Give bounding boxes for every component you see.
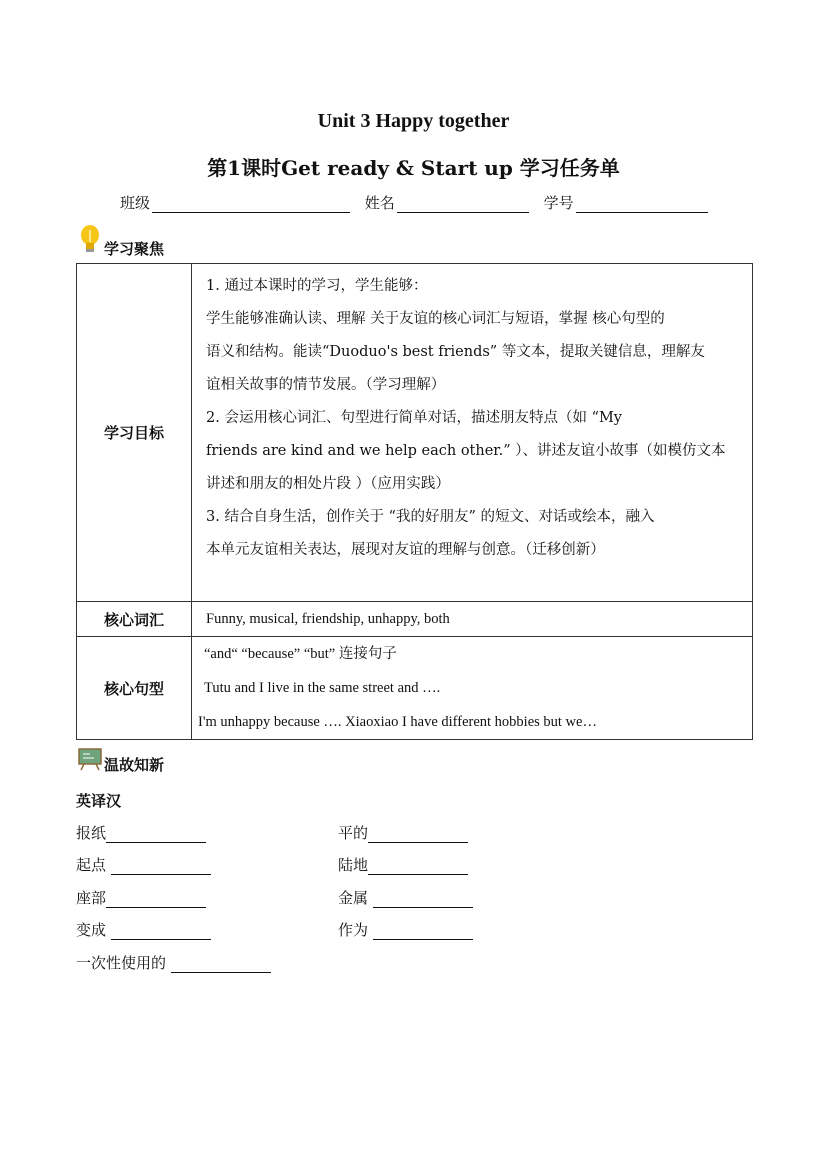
row-label: 学习目标 bbox=[77, 264, 192, 602]
number-blank[interactable] bbox=[576, 194, 708, 213]
number-label: 学号 bbox=[543, 194, 574, 212]
name-blank[interactable] bbox=[397, 194, 529, 213]
table-row bbox=[77, 602, 753, 637]
focus-heading: 学习聚焦 bbox=[104, 239, 165, 258]
answer-blank[interactable] bbox=[373, 891, 473, 908]
class-blank[interactable] bbox=[152, 194, 350, 213]
vocab-item: 座部 bbox=[76, 887, 206, 908]
page-title: Unit 3 Happy together bbox=[317, 110, 510, 132]
answer-blank[interactable] bbox=[106, 826, 206, 843]
answer-blank[interactable] bbox=[106, 891, 206, 908]
class-label: 班级 bbox=[120, 194, 151, 212]
objective-line: 本单元友谊相关表达，展现对友谊的理解与创意。（迁移创新） bbox=[206, 542, 605, 558]
translation-subheading: 英译汉 bbox=[76, 792, 122, 810]
vocab-item: 起点 bbox=[76, 854, 211, 875]
vocab-item: 报纸 bbox=[76, 822, 206, 843]
vocab-item: 金属 bbox=[338, 887, 473, 908]
answer-blank[interactable] bbox=[368, 858, 468, 875]
review-section-heading bbox=[78, 746, 164, 775]
row-label: 核心句型 bbox=[77, 637, 192, 740]
objective-line: 讲述和朋友的相处片段 ）（应用实践） bbox=[206, 476, 450, 492]
answer-blank[interactable] bbox=[111, 858, 211, 875]
table-row bbox=[77, 637, 753, 740]
row-label: 核心词汇 bbox=[77, 602, 192, 637]
objective-line: 1. 通过本课时的学习，学生能够： bbox=[206, 278, 428, 294]
objective-line: 语义和结构。能读“Duoduo's best friends” 等文本，提取关键信息，理解友 bbox=[206, 344, 705, 360]
review-heading: 温故知新 bbox=[104, 756, 165, 774]
sentence-line: Tutu and I live in the same street and …. bbox=[204, 680, 441, 696]
focus-section-heading bbox=[78, 224, 164, 260]
objective-line: 谊相关故事的情节发展。（学习理解） bbox=[206, 377, 446, 393]
answer-blank[interactable] bbox=[111, 923, 211, 940]
objective-line: friends are kind and we help each other.” ）、讲述友谊小故事（如模仿文本 bbox=[206, 443, 726, 459]
focus-table bbox=[76, 263, 753, 740]
sentence-line: “and“ “because” “but” 连接句子 bbox=[204, 646, 397, 662]
answer-blank[interactable] bbox=[171, 956, 271, 973]
vocab-item: 平的 bbox=[338, 822, 468, 843]
objective-line: 学生能够准确认读、理解 关于友谊的核心词汇与短语，掌握 核心句型的 bbox=[206, 311, 665, 327]
student-info bbox=[120, 192, 718, 213]
table-row bbox=[77, 264, 753, 602]
vocab-line: Funny, musical, friendship, unhappy, both bbox=[206, 610, 450, 627]
vocab-item: 作为 bbox=[338, 919, 473, 940]
answer-blank[interactable] bbox=[368, 826, 468, 843]
name-label: 姓名 bbox=[364, 194, 395, 212]
sentence-line: I'm unhappy because …. Xiaoxiao I have different hobbies but we… bbox=[198, 714, 597, 730]
page-subtitle: 第1课时Get ready & Start up 学习任务单 bbox=[207, 156, 620, 180]
objective-line: 2. 会运用核心词汇、句型进行简单对话，描述朋友特点（如 “My bbox=[206, 410, 623, 426]
lightbulb-icon bbox=[78, 224, 102, 260]
answer-blank[interactable] bbox=[373, 923, 473, 940]
vocab-item: 一次性使用的 bbox=[76, 952, 271, 973]
row-content bbox=[192, 264, 753, 602]
vocab-item: 陆地 bbox=[338, 854, 468, 875]
blackboard-icon bbox=[78, 747, 102, 775]
row-content bbox=[192, 602, 753, 637]
row-content bbox=[192, 637, 753, 740]
vocab-item: 变成 bbox=[76, 919, 211, 940]
objective-line: 3. 结合自身生活，创作关于 “我的好朋友” 的短文、对话或绘本，融入 bbox=[206, 509, 655, 525]
